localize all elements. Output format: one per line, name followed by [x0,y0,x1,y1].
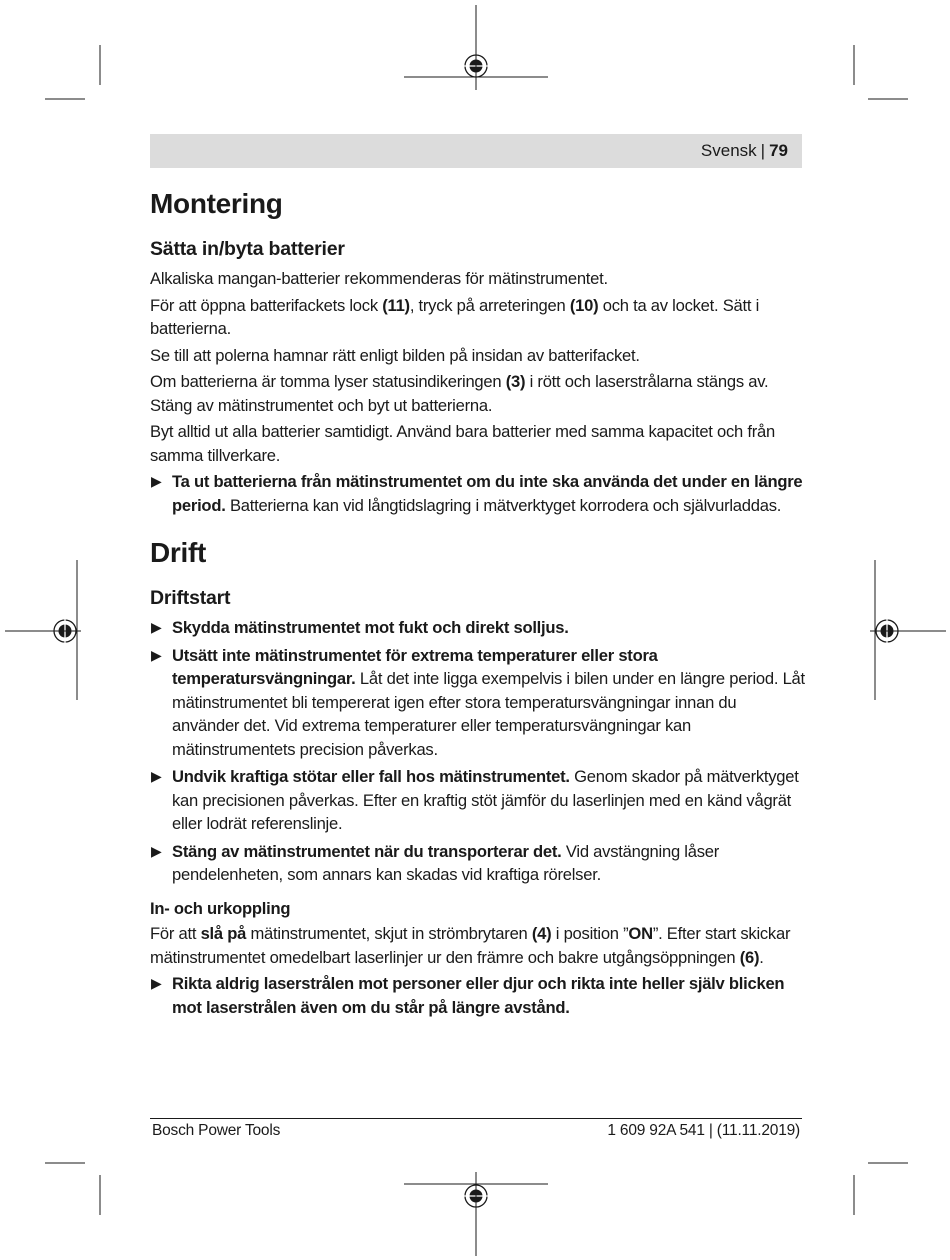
paragraph: För att slå på mätinstrumentet, skjut in strömbrytaren (4) i position ”ON”. Efter start skickar mätinstrumentet omedelbart laserlinjer ur den främre och bakre utgångsöppningen (6). [150,924,791,967]
header-separator: | [760,141,766,160]
bullet-arrow-icon: ▶ [151,473,162,489]
warning-bullet: ▶ Utsätt inte mätinstrumentet för extrema temperaturer eller stora temperatursvängningar. Låt det inte ligga exempelvis i bilen under en längre period. Låt mätinstrumentet bli tempererat igen efter stora temperatursvängningar innan du använder det. Vid extrema temperaturer eller temperatursvängningar kan mätinstrumentets precision påverkas. [151,645,805,759]
warning-bullet: ▶ Rikta aldrig laserstrålen mot personer eller djur och rikta inte heller själv blicken mot laserstrålen även om du står på längre avstånd. [151,974,785,1017]
page-footer [150,1118,802,1140]
registration-target-icon [871,615,903,647]
page-content [150,180,805,1023]
section-title-drift: Drift [150,537,207,568]
bullet-arrow-icon: ▶ [151,975,162,991]
paragraph: För att öppna batterifackets lock (11), tryck på arreteringen (10) och ta av locket. Sätt i batterierna. [150,295,760,338]
subsection-title-batteries: Sätta in/byta batterier [150,238,345,260]
subsection-title-onoff: In- och urkoppling [150,898,291,918]
page-header [150,134,802,168]
registration-target-icon [460,1180,492,1212]
page-number: 79 [769,141,788,160]
warning-bullet: ▶ Stäng av mätinstrumentet när du transporterar det. Vid avstängning låser pendelenheten, som annars kan skadas vid kraftiga rörelser. [151,841,720,884]
subsection-title-driftstart: Driftstart [150,587,231,609]
bullet-arrow-icon: ▶ [151,646,162,663]
registration-target-icon [49,615,81,647]
bullet-arrow-icon: ▶ [151,768,162,784]
paragraph: Om batterierna är tomma lyser statusindikeringen (3) i rött och laserstrålarna stängs av. Stäng av mätinstrumentet och byt ut batterierna. [150,372,769,415]
bullet-arrow-icon: ▶ [151,842,162,859]
section-title-montering: Montering [150,188,283,219]
footer-brand: Bosch Power Tools [152,1122,281,1139]
warning-bullet: ▶ Undvik kraftiga stötar eller fall hos mätinstrumentet. Genom skador på mätverktyget kan precisionen påverkas. Efter en kraftig stöt jämför du laserlinjen med en känd vågrät eller lodrät referenslinje. [151,767,799,833]
bullet-arrow-icon: ▶ [151,619,162,635]
footer-doc-number: 1 609 92A 541 | (11.11.2019) [607,1122,800,1139]
paragraph: Se till att polerna hamnar rätt enligt bilden på insidan av batterifacket. [150,345,640,365]
warning-bullet: ▶ Skydda mätinstrumentet mot fukt och direkt solljus. [150,616,805,640]
header-language: Svensk [700,141,757,160]
paragraph: Alkaliska mangan-batterier rekommenderas för mätinstrumentet. [150,269,608,288]
paragraph: Byt alltid ut alla batterier samtidigt. Använd bara batterier med samma kapacitet och från samma tillverkare. [150,422,775,465]
warning-bullet: ▶ Ta ut batterierna från mätinstrumentet om du inte ska använda det under en längre period. Batterierna kan vid långtidslagring i mätverktyget korrodera och självurladdas. [151,472,803,515]
